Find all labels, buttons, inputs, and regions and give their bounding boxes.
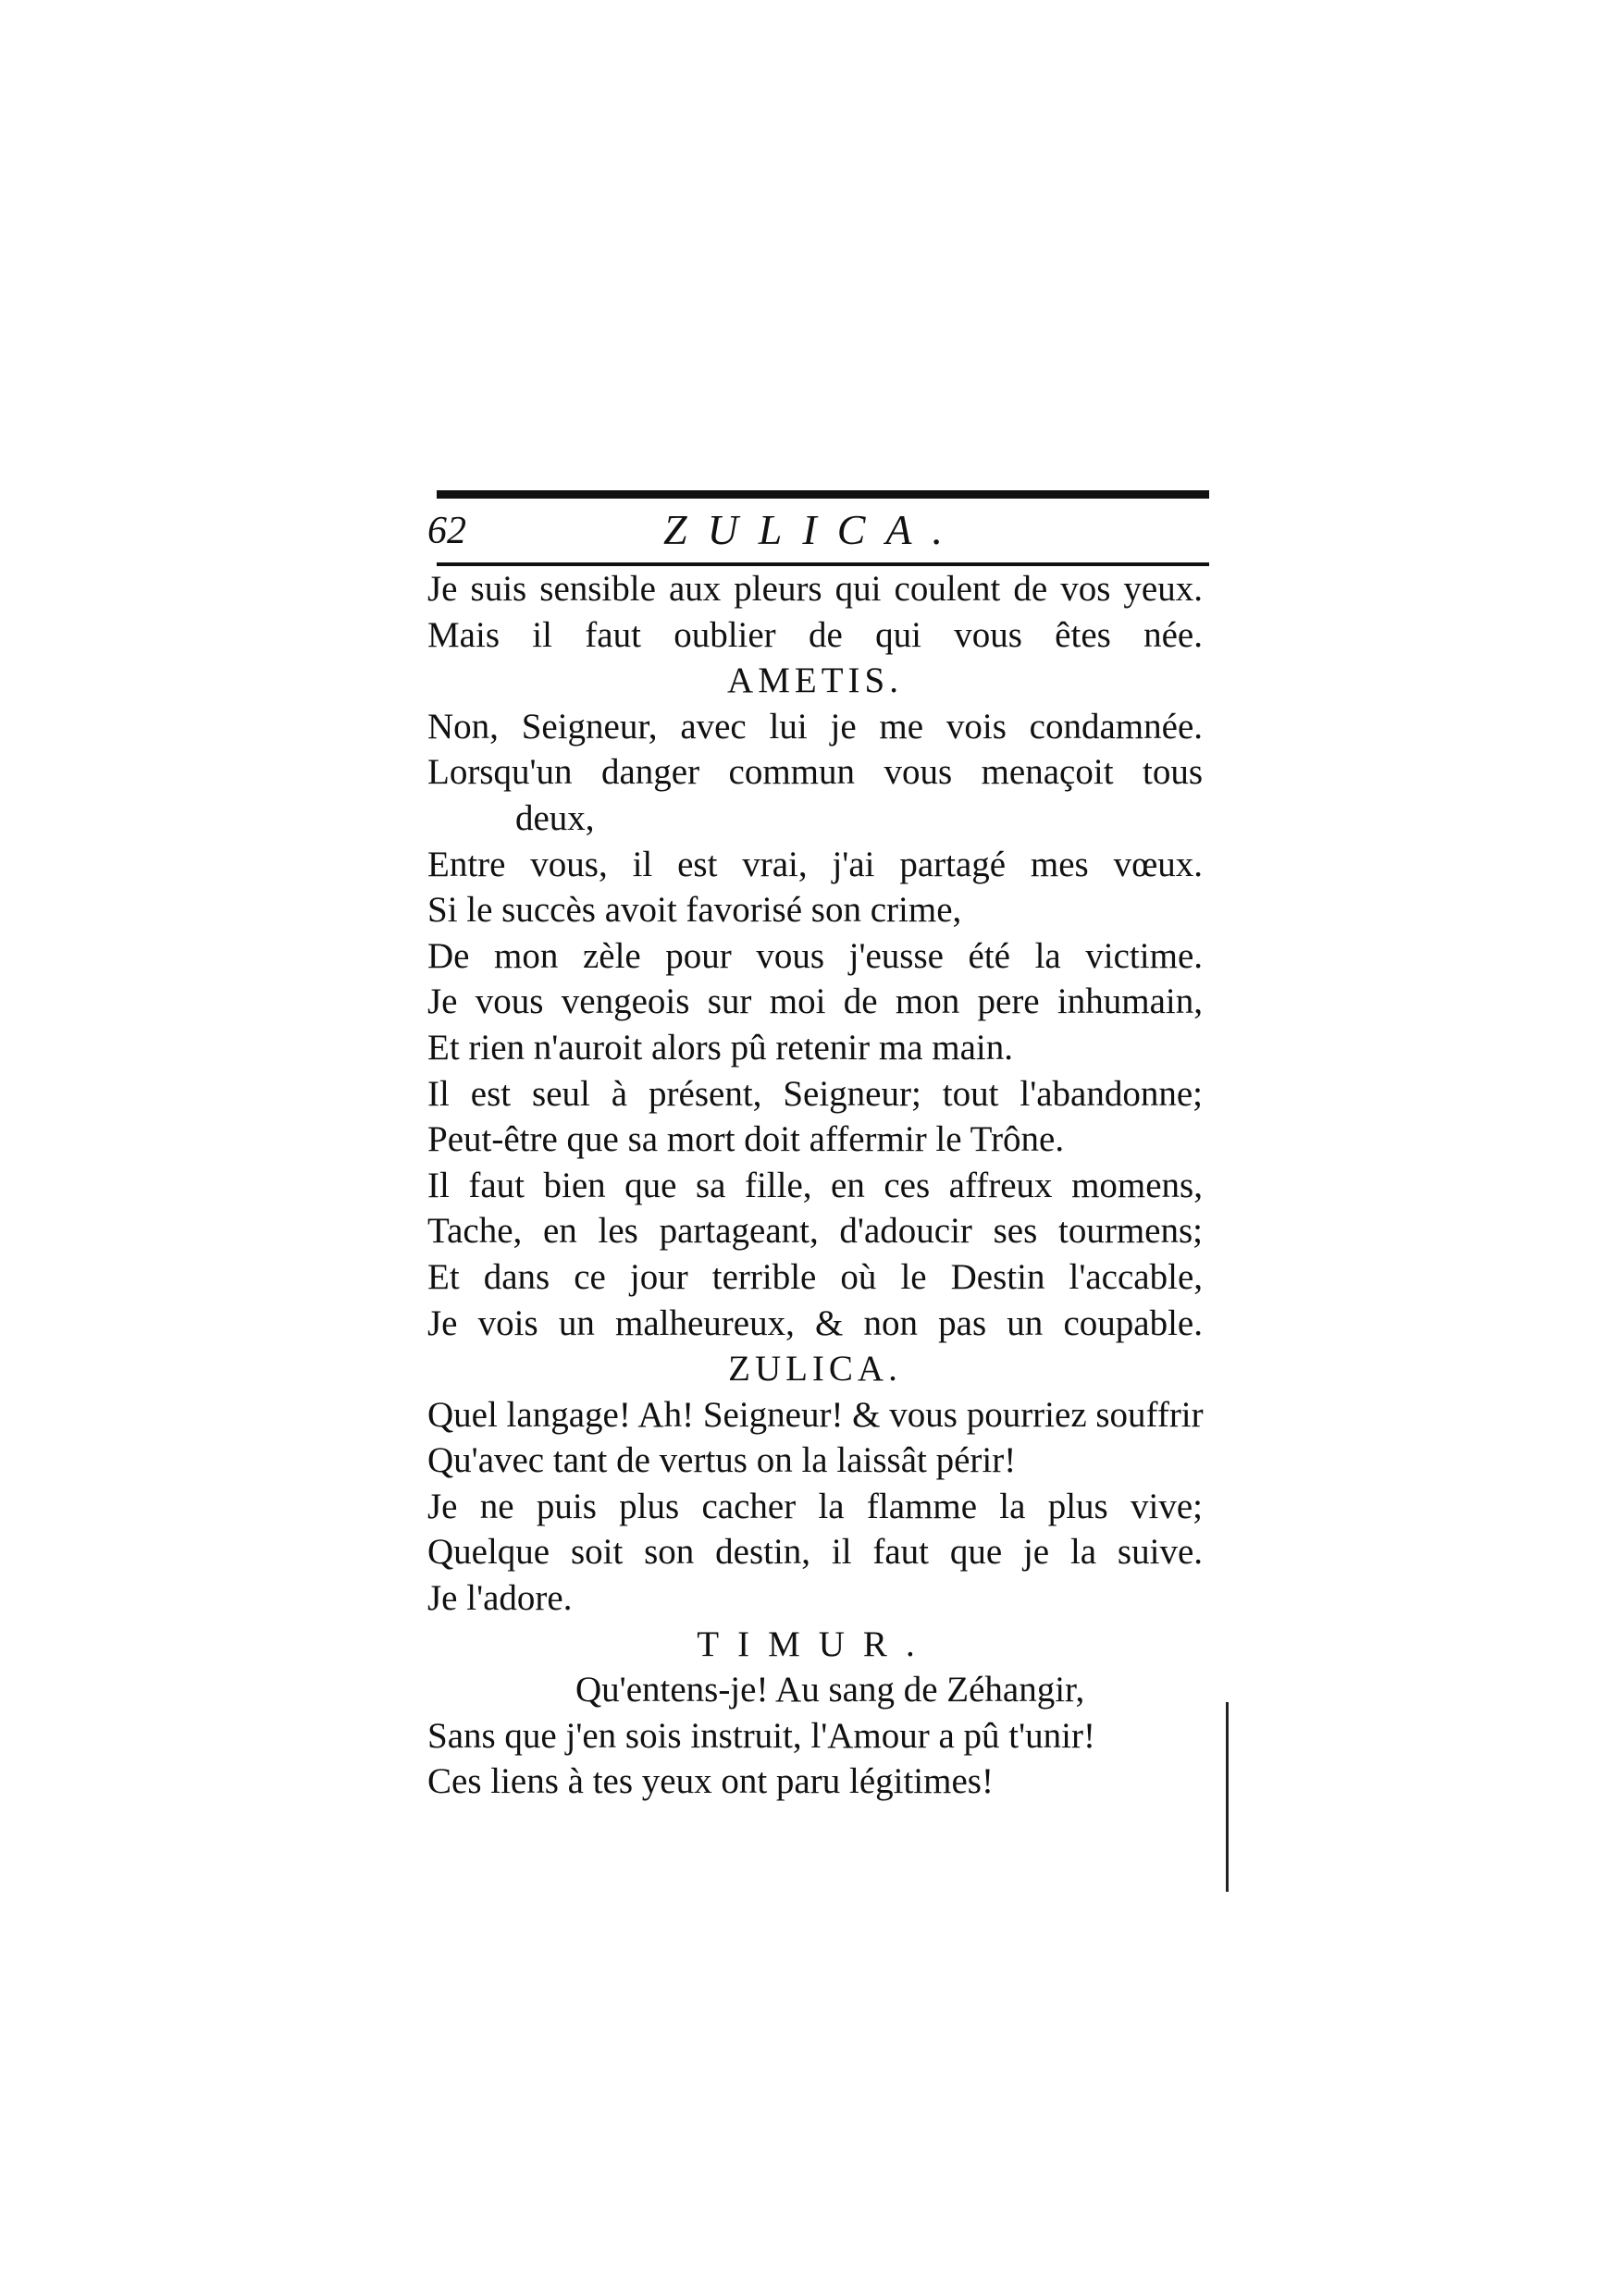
play-text <box>427 566 1242 1805</box>
running-title: ZULICA. <box>663 506 963 553</box>
verse-half-line: Qu'entens-je! Au sang de Zéhangir, <box>575 1670 1085 1710</box>
page-header <box>427 501 1218 559</box>
header-top-rule <box>437 490 1209 499</box>
verse-line: Tache, en les partageant, d'adoucir ses tourmens; <box>427 1211 1203 1252</box>
verse-line: Et rien n'auroit alors pû retenir ma main. <box>427 1027 1013 1068</box>
verse-continuation: deux, <box>515 797 595 838</box>
verse-line: Je vois un malheureux, & non pas un coupable. <box>427 1302 1203 1343</box>
verse-line: Quel langage! Ah! Seigneur! & vous pourriez souffrir <box>427 1394 1204 1435</box>
verse-line: Peut-être que sa mort doit affermir le Trône. <box>427 1119 1065 1160</box>
verse-line: De mon zèle pour vous j'eusse été la victime. <box>427 935 1203 976</box>
speaker-name: TIMUR. <box>697 1623 933 1664</box>
verse-line: Sans que j'en sois instruit, l'Amour a pû t'unir! <box>427 1715 1095 1756</box>
verse-line: Et dans ce jour terrible où le Destin l'accable, <box>427 1256 1203 1297</box>
verse-line: Je vous vengeois sur moi de mon pere inhumain, <box>427 981 1203 1022</box>
verse-line: Mais il faut oublier de qui vous êtes née. <box>427 614 1203 655</box>
verse-line: Je suis sensible aux pleurs qui coulent de vos yeux. <box>427 569 1203 609</box>
verse-line: Quelque soit son destin, il faut que je la suive. <box>427 1532 1203 1573</box>
verse-line: Lorsqu'un danger commun vous menaçoit tous <box>427 752 1203 793</box>
verse-line: Si le succès avoit favorisé son crime, <box>427 890 962 931</box>
verse-line: Il est seul à présent, Seigneur; tout l'abandonne; <box>427 1073 1203 1114</box>
verse-line: Qu'avec tant de vertus on la laissât périr! <box>427 1440 1017 1481</box>
speaker-name: ZULICA. <box>728 1349 902 1389</box>
verse-line: Je l'adore. <box>427 1578 573 1619</box>
page-number: 62 <box>427 510 466 552</box>
margin-mark <box>1226 1702 1229 1892</box>
verse-line: Entre vous, il est vrai, j'ai partagé mes vœux. <box>427 844 1203 884</box>
verse-line: Je ne puis plus cacher la flamme la plus vive; <box>427 1486 1203 1526</box>
verse-line: Il faut bien que sa fille, en ces affreux momens, <box>427 1165 1203 1205</box>
verse-line: Ces liens à tes yeux ont paru légitimes! <box>427 1761 994 1802</box>
speaker-name: AMETIS. <box>727 660 903 701</box>
verse-line: Non, Seigneur, avec lui je me vois condamnée. <box>427 706 1203 747</box>
